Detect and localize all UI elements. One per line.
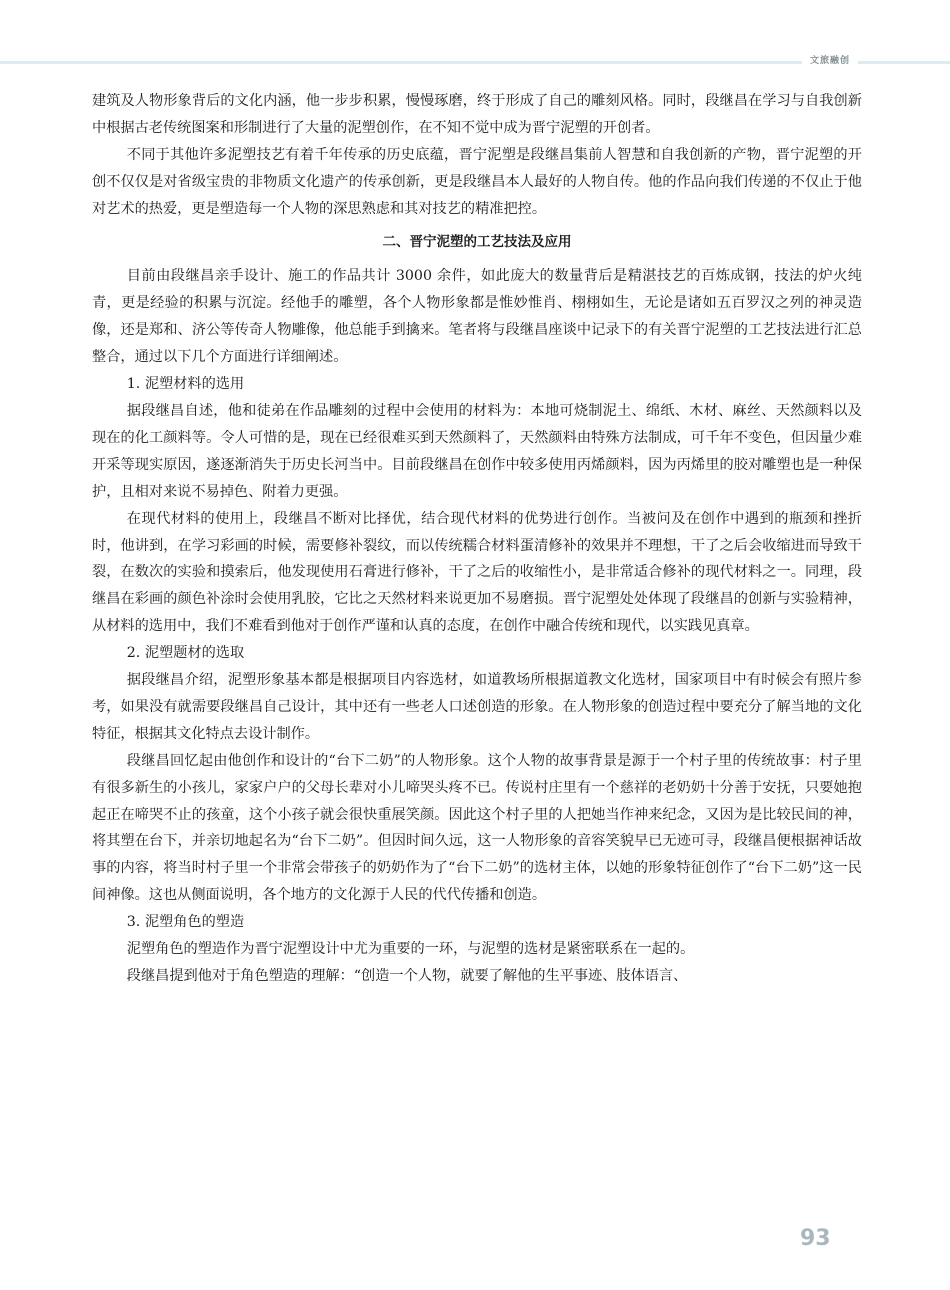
paragraph: 据段继昌自述，他和徒弟在作品雕刻的过程中会使用的材料为：本地可烧制泥土、绵纸、木材、麻丝、天然颜料以及现在的化工颜料等。令人可惜的是，现在已经很难买到天然颜料了，天然颜料由特殊方法制成，可千年不变色，但因量少难开采等现实原因，遂逐渐消失于历史长河当中。目前段继昌在创作中较多使用丙烯颜料，因为丙烯里的胶对雕塑也是一种保护，且相对来说不易掉色、附着力更强。 <box>92 402 862 500</box>
paragraph: 不同于其他许多泥塑技艺有着千年传承的历史底蕴，晋宁泥塑是段继昌集前人智慧和自我创新的产物，晋宁泥塑的开创不仅仅是对省级宝贵的非物质文化遗产的传承创新，更是段继昌本人最好的人物自传。他的作品向我们传递的不仅止于他对艺术的热爱，更是塑造每一个人物的深思熟虑和其对技艺的精准把控。 <box>92 146 862 217</box>
paragraph: 在现代材料的使用上，段继昌不断对比择优，结合现代材料的优势进行创作。当被问及在创作中遇到的瓶颈和挫折时，他讲到，在学习彩画的时候，需要修补裂纹，而以传统糯合材料蛋清修补的效果并不理想，干了之后会收缩进而导致干裂，在数次的实验和摸索后，他发现使用石膏进行修补，干了之后的收缩性小，是非常适合修补的现代材料之一。同理，段继昌在彩画的颜色补涂时会使用乳胶，它比之天然材料来说更加不易磨损。晋宁泥塑处处体现了段继昌的创新与实验精神，从材料的选用中，我们不难看到他对于创作严谨和认真的态度，在创作中融合传统和现代，以实践见真章。 <box>92 510 862 635</box>
paragraph: 据段继昌介绍，泥塑形象基本都是根据项目内容选材，如道教场所根据道教文化选材，国家项目中有时候会有照片参考，如果没有就需要段继昌自己设计，其中还有一些老人口述创造的形象。在人物形象的创造过程中要充分了解当地的文化特征，根据其文化特点去设计制作。 <box>92 672 862 742</box>
article-body <box>92 88 862 990</box>
subheading: 3. 泥塑角色的塑造 <box>126 914 245 931</box>
section-label: 文旅融创 <box>802 53 858 69</box>
paragraph: 段继昌提到他对于角色塑造的理解：“创造一个人物，就要了解他的生平事迹、肢体语言、 <box>126 968 688 984</box>
page-number: 93 <box>800 1226 831 1251</box>
subheading: 1. 泥塑材料的选用 <box>126 376 245 393</box>
subheading: 2. 泥塑题材的选取 <box>126 645 245 662</box>
paragraph: 段继昌回忆起由他创作和设计的“台下二奶”的人物形象。这个人物的故事背景是源于一个村子里的传统故事：村子里有很多新生的小孩儿，家家户户的父母长辈对小儿啼哭头疼不已。传说村庄里有一个慈祥的老奶奶十分善于安抚，只要她抱起正在啼哭不止的孩童，这个小孩子就会很快重展笑颜。因此这个村子里的人把她当作神来纪念，又因为是比较民间的神，将其塑在台下，并亲切地起名为“台下二奶”。但因时间久远，这一人物形象的音容笑貌早已无迹可寻，段继昌便根据神话故事的内容，将当时村子里一个非常会带孩子的奶奶作为了“台下二奶”的选材主体，以她的形象特征创作了“台下二奶”这一民间神像。这也从侧面说明，各个地方的文化源于人民的代代传播和创造。 <box>92 752 862 904</box>
paragraph: 建筑及人物形象背后的文化内涵，他一步步积累，慢慢琢磨，终于形成了自己的雕刻风格。同时，段继昌在学习与自我创新中根据古老传统图案和形制进行了大量的泥塑创作，在不知不觉中成为晋宁泥塑的开创者。 <box>92 93 862 136</box>
paragraph: 目前由段继昌亲手设计、施工的作品共计 3000 余件，如此庞大的数量背后是精湛技艺的百炼成钢，技法的炉火纯青，更是经验的积累与沉淀。经他手的雕塑，各个人物形象都是惟妙惟肖、栩栩如生，无论是诸如五百罗汉之列的神灵造像，还是郑和、济公等传奇人物雕像，他总能手到擒来。笔者将与段继昌座谈中记录下的有关晋宁泥塑的工艺技法进行汇总整合，通过以下几个方面进行详细阐述。 <box>92 268 862 366</box>
paragraph: 泥塑角色的塑造作为晋宁泥塑设计中尤为重要的一环，与泥塑的选材是紧密联系在一起的。 <box>126 941 695 958</box>
section-heading: 二、晋宁泥塑的工艺技法及应用 <box>382 233 572 250</box>
